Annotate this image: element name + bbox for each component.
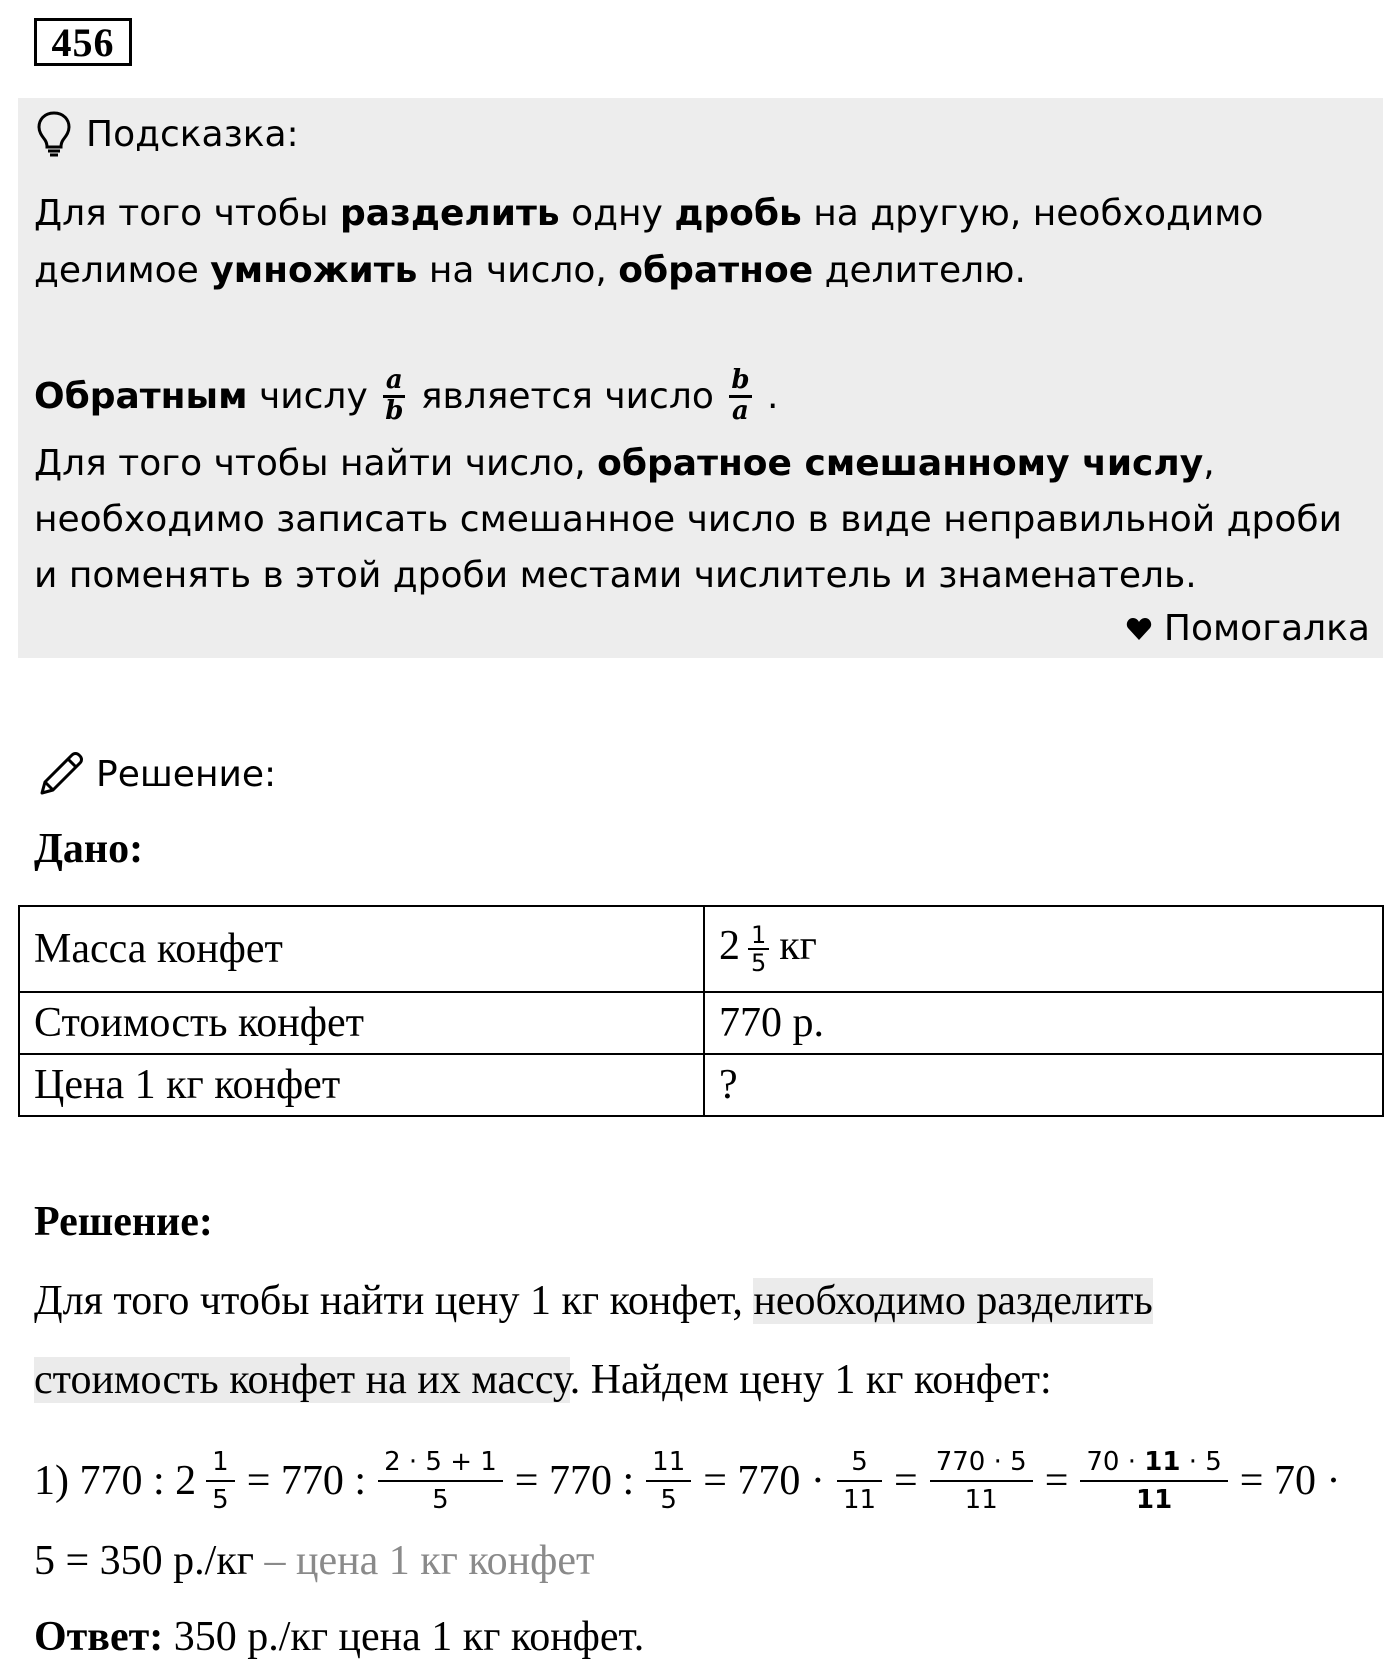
solution-text: Для того чтобы найти цену 1 кг конфет,: [34, 1278, 754, 1324]
solution-subtitle: Решение:: [34, 1199, 213, 1245]
fraction-numerator: 1: [206, 1446, 235, 1483]
given-value-mass: [704, 906, 1383, 992]
fraction-denominator: b: [385, 395, 404, 426]
eq-fraction-1: [378, 1446, 503, 1517]
answer-label: Ответ:: [34, 1614, 164, 1660]
hint-text: одну: [559, 193, 675, 234]
fraction-denominator: a: [731, 395, 749, 426]
eq-fraction-0: [206, 1446, 235, 1517]
eq-fraction-5: [1080, 1446, 1227, 1517]
hint-text: делителю.: [813, 250, 1026, 291]
table-row: [19, 1054, 1383, 1116]
fraction-numerator: 2 · 5 + 1: [378, 1446, 503, 1483]
eq-fraction-4: [930, 1446, 1033, 1517]
eq-text: = 770 :: [246, 1458, 367, 1504]
hint-source: [1126, 608, 1370, 649]
cancelled-factor: 11: [1135, 1485, 1173, 1515]
result-note: – цена 1 кг конфет: [254, 1538, 595, 1584]
fraction-numerator: 5: [837, 1446, 882, 1483]
hint-text: Для того чтобы: [34, 193, 340, 234]
hint-text: Для того чтобы найти число,: [34, 443, 598, 484]
given-value-cost: 770 р.: [704, 992, 1383, 1054]
unit: кг: [779, 922, 817, 969]
table-row: [19, 992, 1383, 1054]
hint-text: является число: [409, 375, 726, 417]
hint-source-label: Помогалка: [1163, 608, 1370, 649]
hint-text: на другую, необходимо: [801, 193, 1264, 234]
table-row: [19, 906, 1383, 992]
hint-p3-line3: и поменять в этой дроби местами числитель и знаменатель.: [34, 555, 1197, 596]
given-label-mass: Масса конфет: [19, 906, 704, 992]
fraction-denominator: 5: [212, 1485, 229, 1515]
solution-result: [34, 1537, 594, 1585]
hint-p2: [34, 360, 778, 432]
answer-line: [34, 1613, 644, 1661]
hint-text: делимое: [34, 250, 211, 291]
given-label-cost: Стоимость конфет: [19, 992, 704, 1054]
problem-number: 456: [34, 18, 132, 66]
fraction-numerator: 770 · 5: [930, 1446, 1033, 1483]
fraction-denominator: 5: [751, 949, 767, 977]
hint-p1-line2: [34, 250, 1026, 291]
eq-fraction-part: · 5: [1180, 1446, 1222, 1477]
fraction-denominator: 5: [432, 1485, 449, 1515]
fraction-numerator: b: [729, 367, 751, 397]
fraction-a-over-b: [383, 367, 405, 425]
hint-p3-line2: необходимо записать смешанное число в виде неправильной дроби: [34, 499, 1343, 540]
fraction-denominator: 11: [964, 1485, 998, 1515]
given-title: Дано:: [34, 826, 144, 872]
hint-text: на число,: [417, 250, 619, 291]
pencil-icon: [36, 749, 86, 799]
cancelled-factor: 11: [1144, 1446, 1181, 1477]
hint-bold: умножить: [210, 250, 418, 291]
hint-text: .: [755, 375, 779, 417]
solution-line2: [34, 1356, 1052, 1404]
eq-text: =: [894, 1458, 918, 1504]
heart-icon: [1126, 617, 1152, 641]
solution-text: . Найдем цену 1 кг конфет:: [569, 1357, 1052, 1403]
hint-header: [36, 108, 299, 160]
fraction-denominator: 5: [660, 1485, 677, 1515]
hint-bold: дробь: [674, 193, 802, 234]
eq-fraction-3: [837, 1446, 882, 1517]
mixed-whole: 2: [719, 922, 740, 969]
highlighted-text: стоимость конфет на их массу: [34, 1357, 570, 1403]
highlighted-text: необходимо разделить: [753, 1278, 1153, 1324]
solution-line1: [34, 1277, 1153, 1325]
answer-text: 350 р./кг цена 1 кг конфет.: [163, 1614, 645, 1660]
eq-fraction-part: 70 ·: [1086, 1446, 1145, 1477]
eq-text: 1) 770 : 2: [34, 1458, 197, 1504]
hint-bold: обратное: [618, 250, 814, 291]
hint-p1-line1: [34, 193, 1263, 234]
solution-title: Решение:: [96, 753, 277, 795]
hint-text: ,: [1203, 443, 1215, 484]
hint-bold: разделить: [339, 193, 560, 234]
eq-fraction-2: [646, 1446, 691, 1517]
eq-text: = 70 ·: [1239, 1458, 1341, 1504]
fraction-numerator: a: [383, 367, 405, 397]
hint-text: числу: [247, 375, 380, 417]
eq-text: = 770 :: [514, 1458, 635, 1504]
result-text: 5 = 350 р./кг: [34, 1538, 254, 1584]
hint-bold: обратное смешанному числу: [597, 443, 1204, 484]
eq-text: =: [1044, 1458, 1069, 1504]
fraction-denominator: [1080, 1482, 1227, 1517]
fraction-b-over-a: [729, 367, 751, 425]
fraction-numerator: 1: [748, 922, 769, 950]
given-table: [18, 905, 1384, 1117]
given-label-price: Цена 1 кг конфет: [19, 1054, 704, 1116]
fraction-numerator: 11: [646, 1446, 691, 1483]
equation: [34, 1438, 1348, 1524]
fraction-denominator: 11: [842, 1485, 877, 1515]
solution-header: [36, 748, 276, 800]
eq-text: = 770 ·: [703, 1458, 825, 1504]
hint-bold: Обратным: [34, 375, 248, 417]
lightbulb-icon: [36, 110, 72, 158]
fraction-numerator: [1080, 1446, 1227, 1483]
fraction-mass: [748, 922, 769, 977]
hint-p3-line1: [34, 443, 1215, 484]
hint-title: Подсказка:: [86, 113, 299, 155]
given-value-price: ?: [704, 1054, 1383, 1116]
